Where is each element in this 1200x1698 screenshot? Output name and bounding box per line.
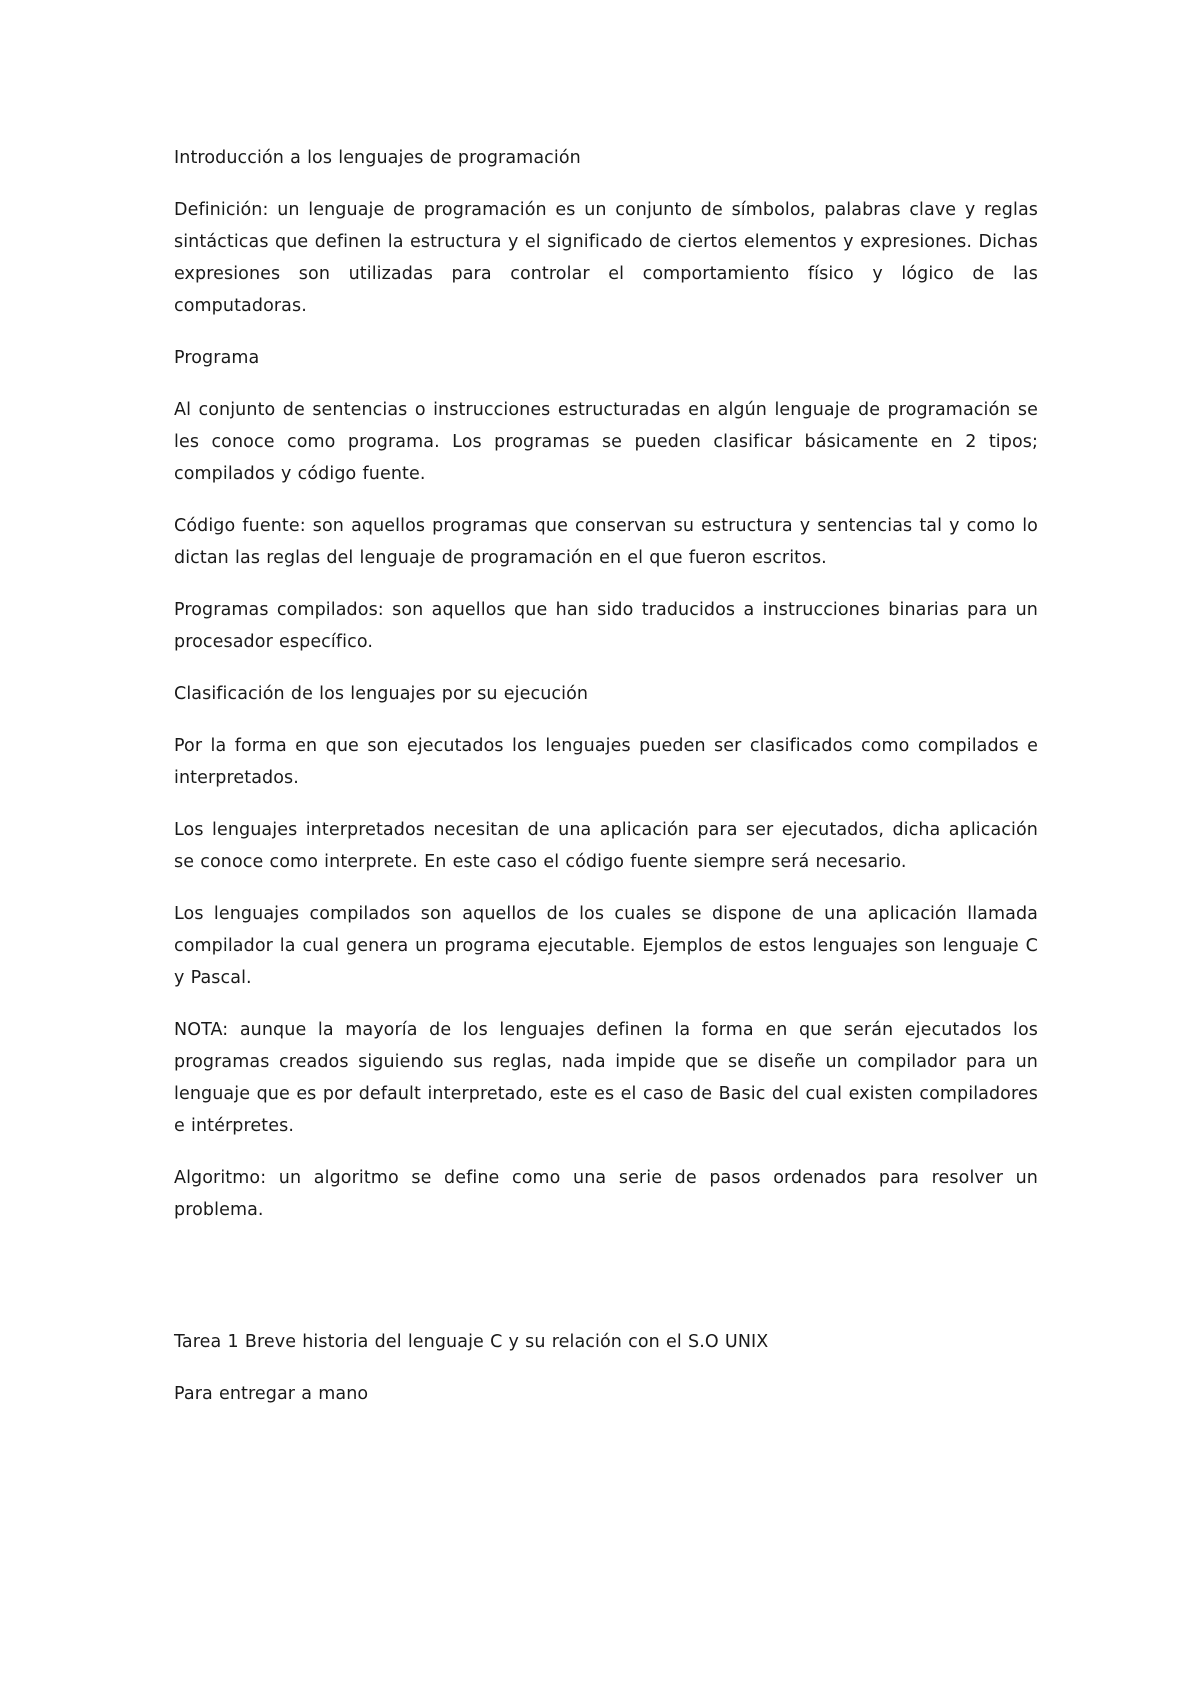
entrega-line: Para entregar a mano (174, 1384, 369, 1404)
document-body (174, 142, 1038, 1430)
tarea-line: Tarea 1 Breve historia del lenguaje C y su relación con el S.O UNIX (174, 1332, 769, 1352)
interpretados-paragraph: Los lenguajes interpretados necesitan de una aplicación para ser ejecutados, dicha aplicación se conoce como interprete. En este caso el código fuente siempre será necesario. (174, 820, 1038, 872)
compilados-paragraph: Los lenguajes compilados son aquellos de los cuales se dispone de una aplicación llamada compilador la cual genera un programa ejecutable. Ejemplos de estos lenguajes son lenguaje C y Pascal. (174, 904, 1038, 988)
programa-paragraph: Al conjunto de sentencias o instrucciones estructuradas en algún lenguaje de programación se les conoce como programa. Los programas se pueden clasificar básicamente en 2 tipos; compilados y código fuente. (174, 400, 1038, 484)
nota-paragraph: NOTA: aunque la mayoría de los lenguajes definen la forma en que serán ejecutados los programas creados siguiendo sus reglas, nada impide que se diseñe un compilador para un lenguaje que es por default interpretado, este es el caso de Basic del cual existen compiladores e intérpretes. (174, 1020, 1038, 1136)
blank-space (174, 1246, 1038, 1326)
programas-compilados-paragraph: Programas compilados: son aquellos que han sido traducidos a instrucciones binarias para un procesador específico. (174, 600, 1038, 652)
definition-paragraph: Definición: un lenguaje de programación es un conjunto de símbolos, palabras clave y reglas sintácticas que definen la estructura y el significado de ciertos elementos y expresiones. Dichas expresiones son utilizadas para controlar el comportamiento físico y lógico de las computadoras. (174, 200, 1038, 316)
programa-heading: Programa (174, 348, 260, 368)
document-title: Introducción a los lenguajes de programación (174, 148, 581, 168)
clasificacion-paragraph: Por la forma en que son ejecutados los lenguajes pueden ser clasificados como compilados e interpretados. (174, 736, 1038, 788)
algoritmo-paragraph: Algoritmo: un algoritmo se define como una serie de pasos ordenados para resolver un problema. (174, 1168, 1038, 1220)
clasificacion-heading: Clasificación de los lenguajes por su ejecución (174, 684, 589, 704)
codigo-fuente-paragraph: Código fuente: son aquellos programas que conservan su estructura y sentencias tal y como lo dictan las reglas del lenguaje de programación en el que fueron escritos. (174, 516, 1038, 568)
